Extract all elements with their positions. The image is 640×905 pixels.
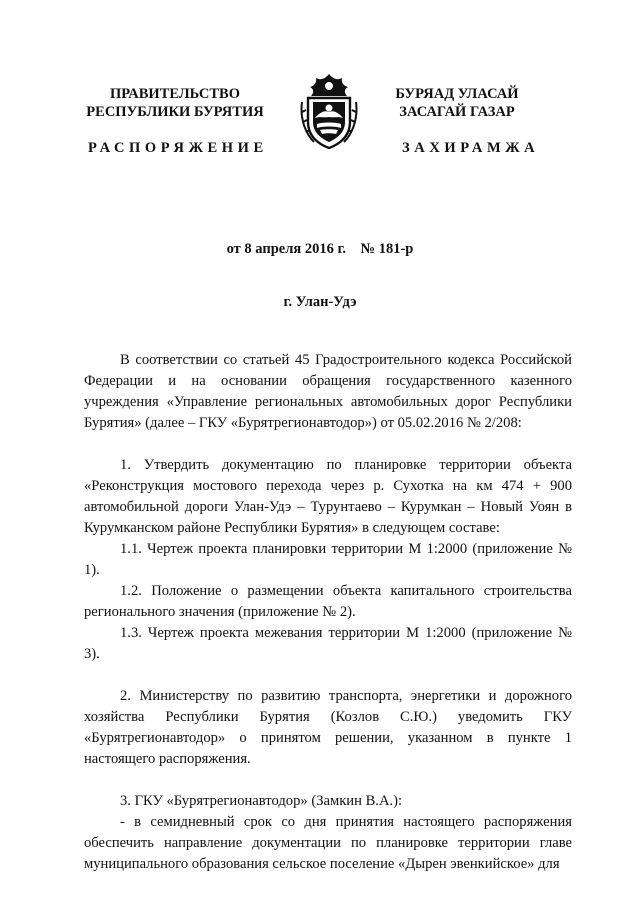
clause-1: 1. Утвердить документацию по планировке территории объекта «Реконструкция мостового перехода через р. Сухотка на км 474 + 900 автомобильной дороги Улан-Удэ – Турунтаево – Курумкан – Новый Уоян в Курумканском районе Республики Бурятия» в следующем составе: (84, 457, 572, 536)
document-body (84, 350, 572, 875)
document-city: г. Улан-Удэ (283, 294, 357, 310)
document-type-russian: РАСПОРЯЖЕНИЕ (88, 140, 268, 156)
clause-3: 3. ГКУ «Бурятрегионавтодор» (Замкин В.А.): (120, 793, 403, 809)
clause-1-3: 1.3. Чертеж проекта межевания территории М 1:2000 (приложение № 3). (84, 625, 572, 662)
issuer-line-1: ПРАВИТЕЛЬСТВО (110, 86, 240, 102)
coat-of-arms-icon (298, 72, 360, 150)
document-type-buryat: ЗАХИРАМЖА (402, 140, 540, 156)
intro-paragraph: В соответствии со статьей 45 Градостроительного кодекса Российской Федерации и на основании обращения государственного казенного учреждения «Управление региональных автомобильных дорог Республики Бурятия» (далее – ГКУ «Бурятрегионавтодор») от 05.02.2016 № 2/208: (84, 352, 572, 431)
document-date-number: от 8 апреля 2016 г. № 181-р (226, 241, 414, 257)
clause-1-1: 1.1. Чертеж проекта планировки территории М 1:2000 (приложение № 1). (84, 541, 572, 578)
issuer-header-russian (80, 85, 270, 121)
issuer-line-2: РЕСПУБЛИКИ БУРЯТИЯ (86, 104, 264, 120)
clause-2: 2. Министерству по развитию транспорта, энергетики и дорожного хозяйства Республики Бурятия (Козлов С.Ю.) уведомить ГКУ «Бурятрегионавтодор» о принятом решении, указанном в пункте 1 настоящего распоряжения. (84, 688, 572, 767)
clause-3-item-a: - в семидневный срок со дня принятия настоящего распоряжения обеспечить направление документации по планировке территории главе муниципального образования сельское поселение «Дырен эвенкийское» для (84, 814, 572, 872)
issuer-header-buryat (372, 85, 542, 121)
issuer-line-2-buryat: ЗАСАГАЙ ГАЗАР (399, 104, 515, 120)
issuer-line-1-buryat: БУРЯАД УЛАСАЙ (395, 86, 519, 102)
clause-1-2: 1.2. Положение о размещении объекта капитального строительства регионального значения (приложение № 2). (84, 583, 572, 620)
